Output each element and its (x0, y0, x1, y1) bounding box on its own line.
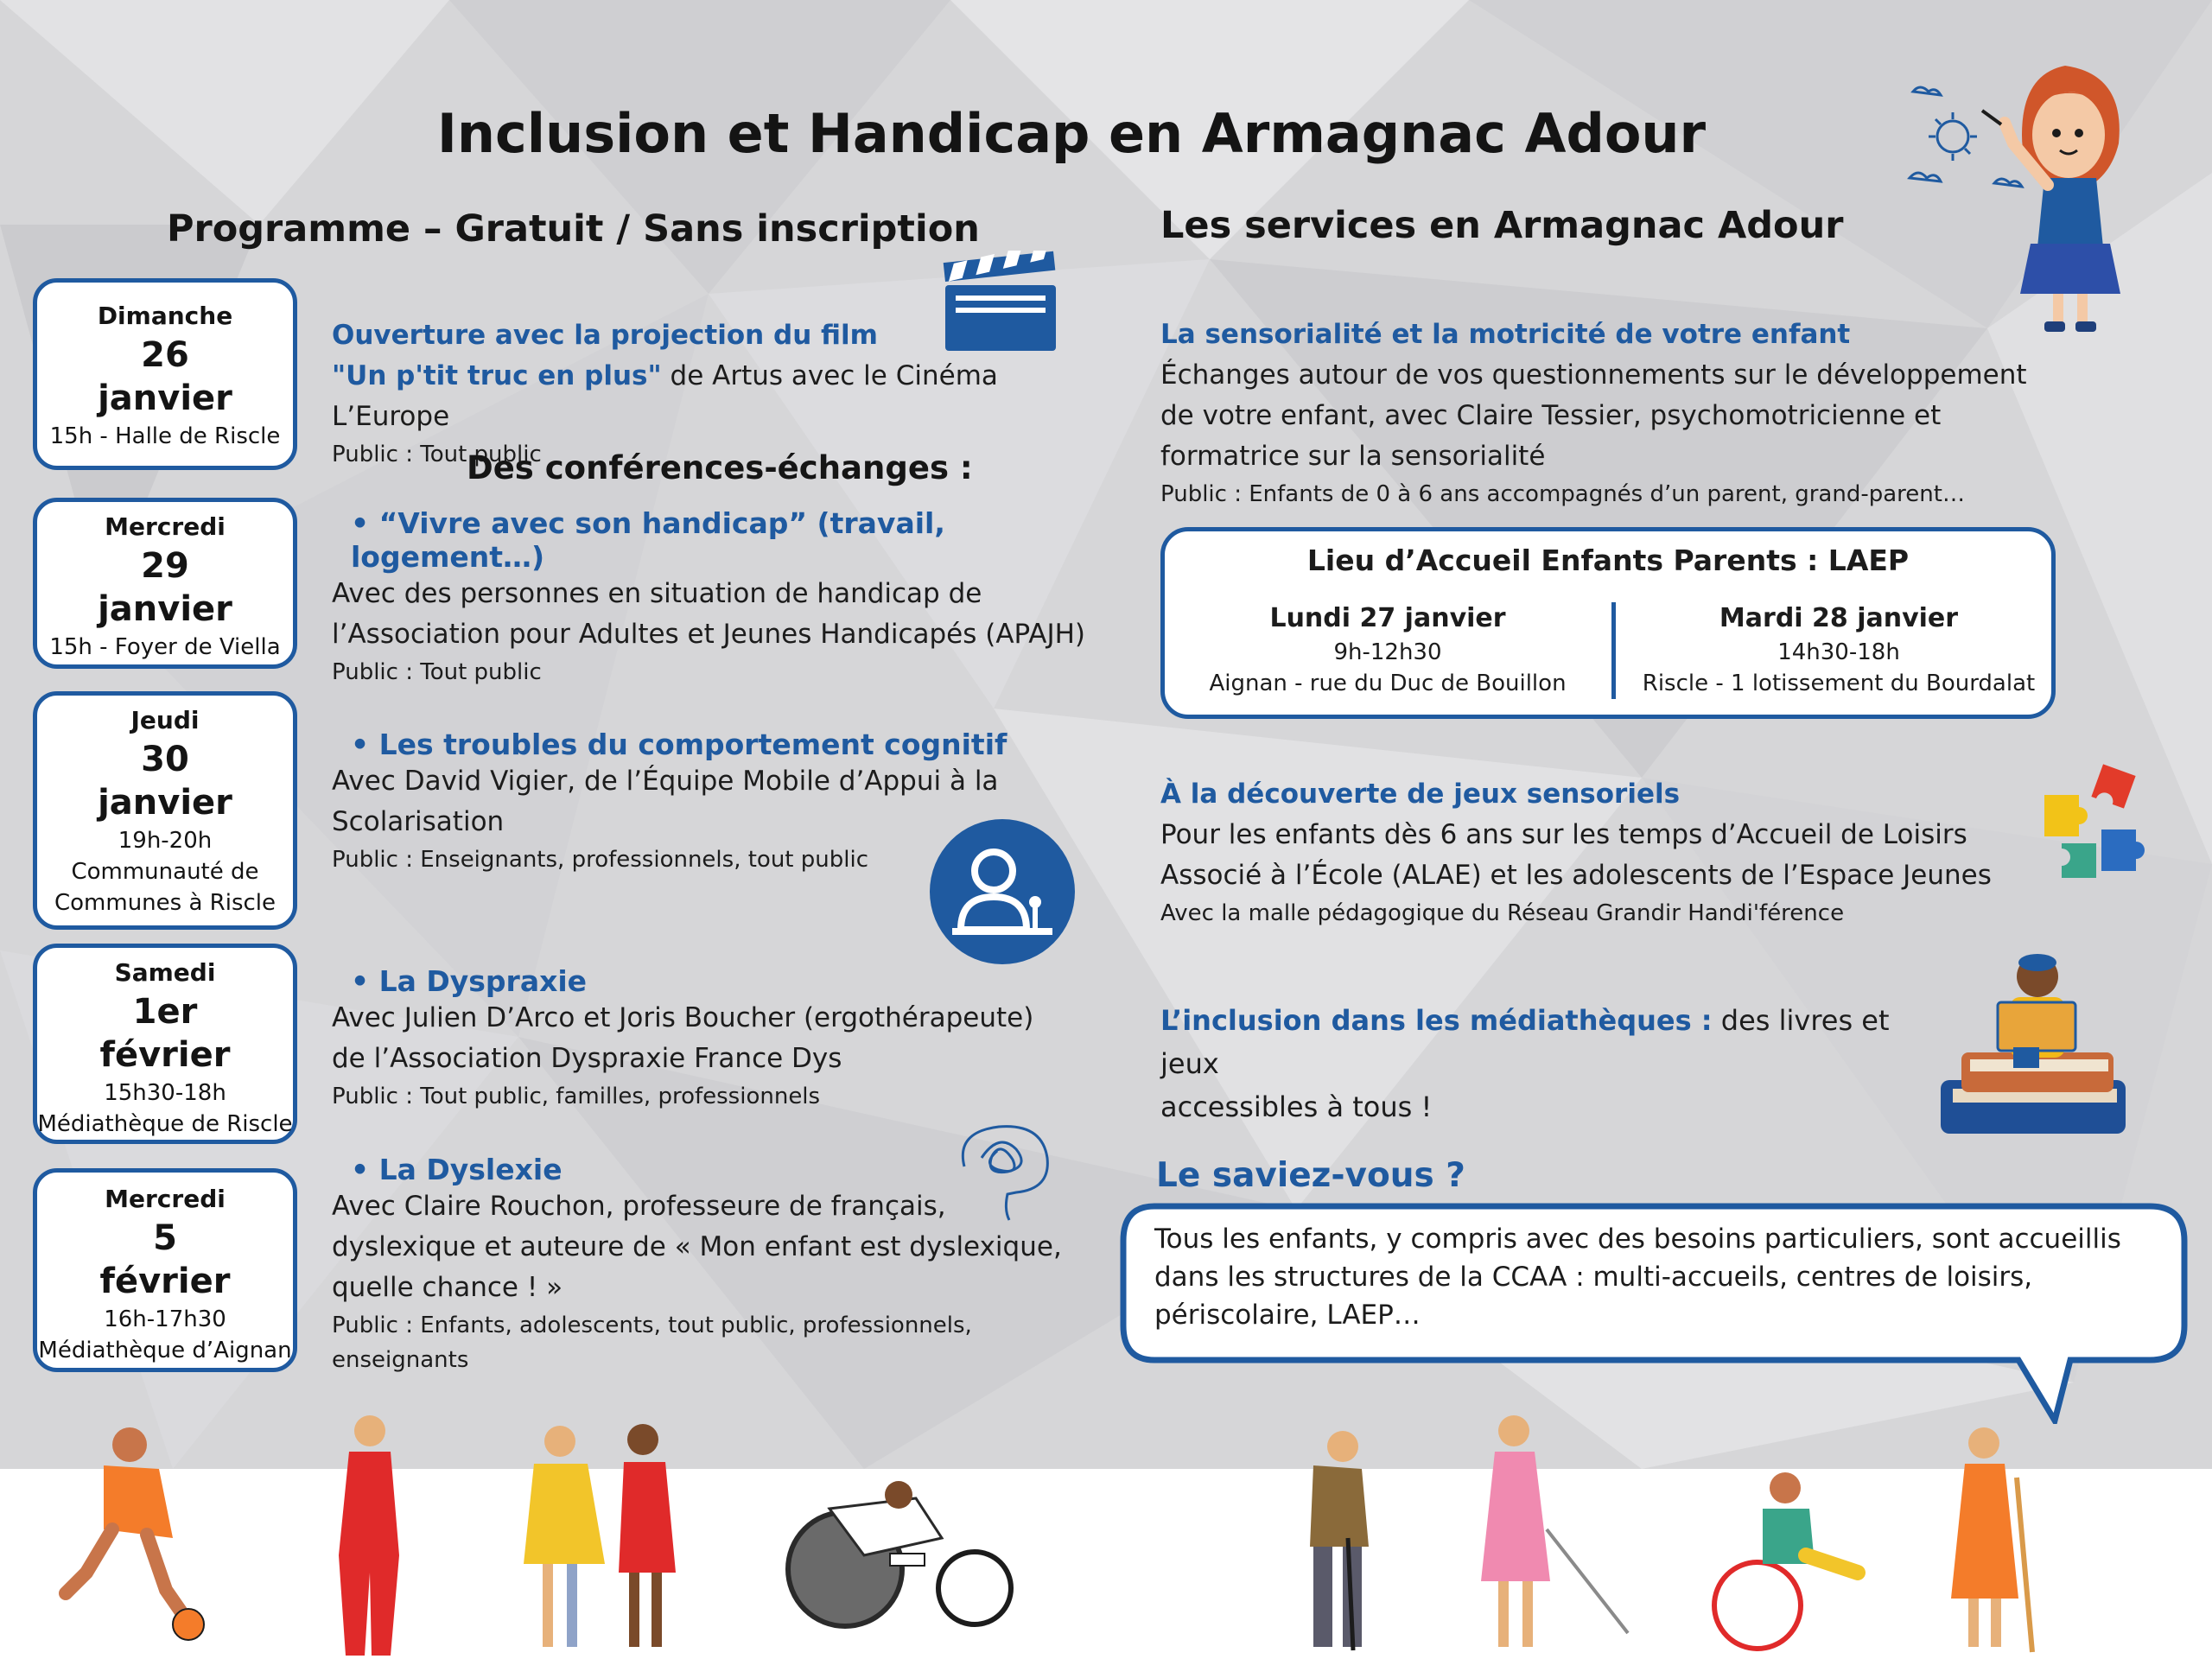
date-info: 16h-17h30 (104, 1306, 226, 1332)
program-heading: Programme – Gratuit / Sans inscription (167, 207, 980, 251)
date-day: Dimanche (97, 302, 233, 330)
conference-line: dyslexique et auteure de « Mon enfant est dyslexique, (332, 1231, 1062, 1262)
conference-public: Public : Enseignants, professionnels, tout public (332, 847, 868, 873)
conference-line: Scolarisation (332, 806, 505, 837)
opening-title: Ouverture avec la projection du film (332, 320, 878, 351)
conference-line: Avec Julien D’Arco et Joris Boucher (ergothérapeute) (332, 1002, 1034, 1033)
woman-white-cane-figure (1481, 1415, 1628, 1647)
woman-red-figure (339, 1415, 399, 1656)
two-women-figure (524, 1424, 676, 1647)
laep-time: 14h30-18h (1777, 639, 1900, 665)
conference-line: Avec David Vigier, de l’Équipe Mobile d’Appui à la (332, 766, 999, 797)
girl-drawing-illustration (1892, 40, 2152, 342)
date-box-3 (33, 691, 297, 930)
saviez-vous-title: Le saviez-vous ? (1156, 1156, 1465, 1195)
child-reading-illustration (1936, 950, 2143, 1149)
puzzle-icon (2036, 760, 2164, 899)
woman-crutches-figure (1951, 1427, 2032, 1652)
bullet: • (351, 1153, 379, 1186)
tangled-thought-icon (947, 1115, 1059, 1227)
laep-place: Aignan - rue du Duc de Bouillon (1209, 671, 1567, 696)
service-line: accessibles à tous ! (1160, 1090, 1433, 1123)
laep-title: Lieu d’Accueil Enfants Parents : LAEP (1306, 543, 1910, 577)
date-box-4 (33, 944, 297, 1144)
date-info: Communauté de (71, 859, 259, 885)
conference-public: Public : Tout public, familles, professionnels (332, 1084, 821, 1109)
service-mediatheques (1160, 999, 1955, 1128)
date-info: 15h - Foyer de Viella (49, 634, 281, 660)
date-number: 5 (153, 1218, 177, 1258)
conference-title: “Vivre avec son handicap” (travail, logement…) (351, 506, 945, 574)
service-title: L’inclusion dans les médiathèques : (1160, 1004, 1713, 1037)
service-line: formatrice sur la sensorialité (1160, 441, 1546, 472)
service-line: Associé à l’École (ALAE) et les adolescents de l’Espace Jeunes (1160, 860, 1992, 891)
date-info: Communes à Riscle (54, 890, 276, 916)
date-day: Samedi (114, 958, 216, 987)
laep-day: Lundi 27 janvier (1269, 603, 1506, 633)
date-info: Médiathèque d’Aignan (38, 1338, 292, 1363)
saviez-line: périscolaire, LAEP… (1154, 1300, 1421, 1331)
film-details: de Artus avec le Cinéma L’Europe (332, 360, 998, 432)
conference-line: l’Association pour Adultes et Jeunes Handicapés (APAJH) (332, 619, 1086, 650)
date-month: février (99, 1035, 231, 1075)
laep-divider (1611, 602, 1616, 699)
date-month: février (99, 1262, 231, 1301)
conference-title: La Dyspraxie (378, 964, 588, 998)
film-title: "Un p'tit truc en plus" (332, 360, 662, 391)
date-number: 1er (132, 992, 198, 1032)
date-info: 19h-20h (118, 828, 213, 854)
service-title: La sensorialité et la motricité de votre enfant (1160, 319, 1851, 350)
service-line: des livres et jeux (1160, 1004, 1890, 1080)
saviez-line: Tous les enfants, y compris avec des besoins particuliers, sont accueillis (1154, 1224, 2121, 1255)
services-heading: Les services en Armagnac Adour (1160, 204, 1844, 247)
date-info: 15h - Halle de Riscle (49, 423, 281, 449)
conference-line: Avec des personnes en situation de handicap de (332, 578, 982, 609)
date-day: Jeudi (130, 706, 200, 734)
saviez-vous-text (1154, 1220, 2165, 1334)
footer-illustrations (0, 1408, 2212, 1659)
date-box-2 (33, 498, 297, 669)
conference-public: Public : Tout public (332, 659, 542, 685)
date-number: 26 (141, 335, 189, 375)
service-sensorialite (1160, 315, 2076, 512)
opening-public: Public : Tout public (332, 442, 542, 467)
soccer-player-figure (66, 1427, 204, 1640)
page-title: Inclusion et Handicap en Armagnac Adour (436, 102, 1707, 165)
date-month: janvier (98, 783, 232, 823)
date-number: 29 (141, 546, 189, 586)
conference-title: Les troubles du comportement cognitif (378, 728, 1007, 761)
boy-wheelchair-figure (1714, 1472, 1858, 1649)
laep-time: 9h-12h30 (1333, 639, 1442, 665)
date-box-1 (33, 278, 297, 470)
date-number: 30 (141, 740, 189, 779)
bullet: • (351, 964, 379, 998)
service-public: Public : Enfants de 0 à 6 ans accompagnés d’un parent, grand-parent… (1160, 481, 1965, 507)
bullet: • (351, 506, 379, 540)
service-jeux (1160, 774, 2059, 931)
conference-title: La Dyslexie (378, 1153, 563, 1186)
service-line: de votre enfant, avec Claire Tessier, psychomotricienne et (1160, 400, 1942, 431)
laep-session-right (1623, 601, 2055, 699)
date-box-5 (33, 1168, 297, 1372)
service-line: Pour les enfants dès 6 ans sur les temps d’Accueil de Loisirs (1160, 819, 1967, 850)
laep-card (1160, 527, 2056, 719)
conference-public: Public : Enfants, adolescents, tout public, professionnels, (332, 1313, 972, 1338)
conference-line: de l’Association Dyspraxie France Dys (332, 1043, 842, 1074)
date-info: 15h30-18h (104, 1080, 226, 1106)
date-day: Mercredi (105, 1185, 226, 1213)
speaker-podium-icon (928, 817, 1077, 966)
service-line: Échanges autour de vos questionnements sur le développement (1160, 359, 2027, 391)
date-month: janvier (98, 378, 232, 418)
date-day: Mercredi (105, 512, 226, 541)
conference-1 (332, 506, 1109, 690)
conference-line: Avec Claire Rouchon, professeure de français, (332, 1191, 946, 1222)
laep-day: Mardi 28 janvier (1719, 603, 1959, 633)
wheelchair-racer-figure (788, 1481, 1011, 1626)
conference-3 (332, 964, 1109, 1114)
service-note: Avec la malle pédagogique du Réseau Grandir Handi'férence (1160, 900, 1845, 926)
saviez-line: dans les structures de la CCAA : multi-accueils, centres de loisirs, (1154, 1262, 2033, 1293)
bullet: • (351, 728, 379, 761)
conferences-heading: Des conférences-échanges : (467, 449, 973, 486)
elderly-man-figure (1310, 1431, 1369, 1650)
date-info: Médiathèque de Riscle (37, 1111, 293, 1137)
date-month: janvier (98, 589, 232, 629)
conference-public: enseignants (332, 1347, 469, 1373)
laep-session-left (1172, 601, 1604, 699)
service-title: À la découverte de jeux sensoriels (1160, 779, 1681, 810)
laep-place: Riscle - 1 lotissement du Bourdalat (1642, 671, 2036, 696)
clapperboard-icon (940, 251, 1061, 354)
conference-line: quelle chance ! » (332, 1272, 563, 1303)
